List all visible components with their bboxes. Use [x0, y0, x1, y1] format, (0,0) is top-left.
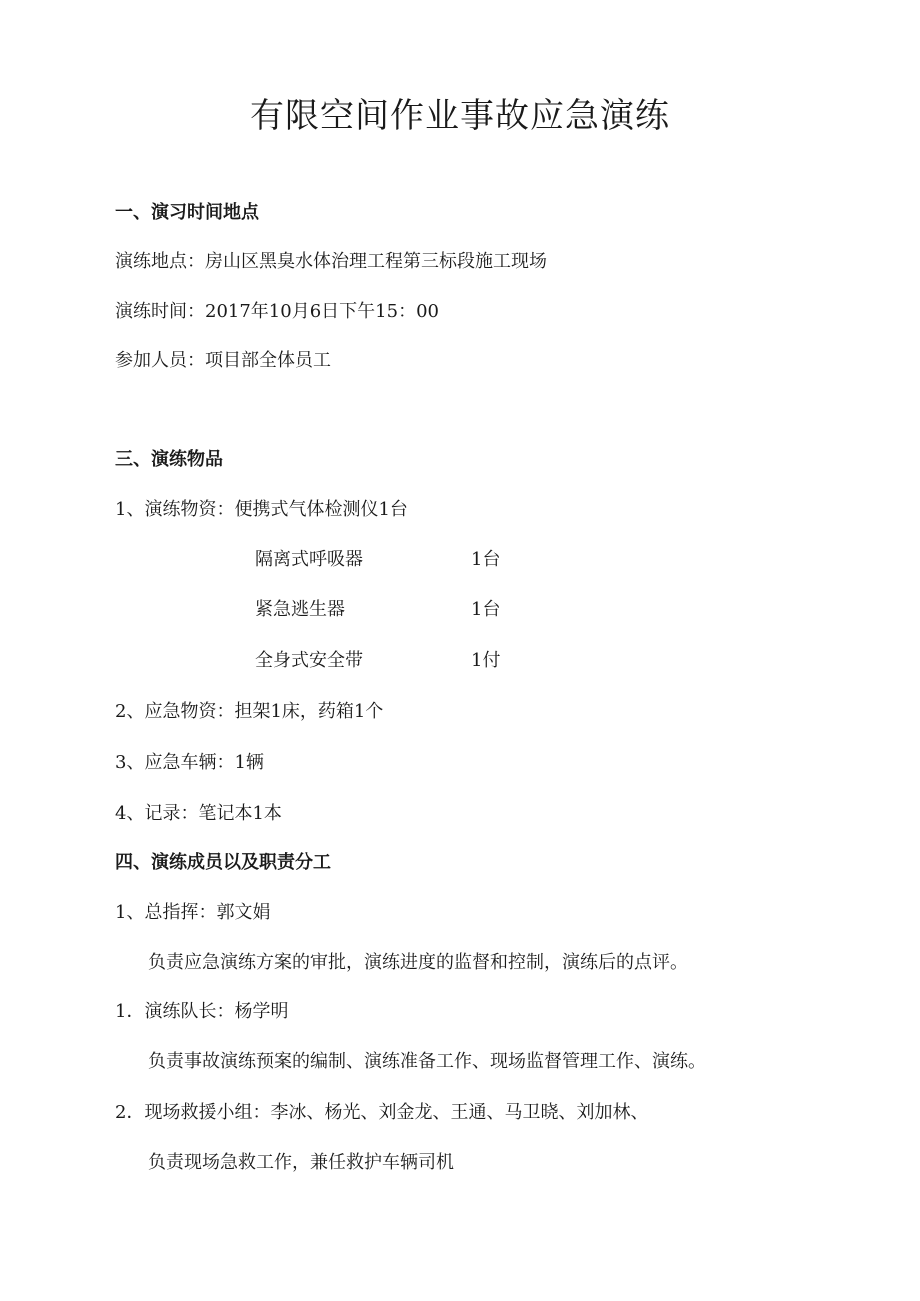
sub-item-name: 紧急逃生器 — [255, 599, 345, 620]
role-commander: 1、总指挥：郭文娟 — [115, 902, 271, 923]
section-heading-time-location: 一、演习时间地点 — [115, 202, 259, 223]
role-rescue-team: 2．现场救援小组：李冰、杨光、刘金龙、王通、马卫晓、刘加林、 — [115, 1102, 649, 1123]
sub-item-name: 隔离式呼吸器 — [255, 549, 363, 570]
materials-item-3: 3、应急车辆：1辆 — [115, 752, 264, 773]
section-heading-materials: 三、演练物品 — [115, 449, 223, 470]
sub-item-name: 全身式安全带 — [255, 650, 363, 671]
role-commander-duty: 负责应急演练方案的审批，演练进度的监督和控制，演练后的点评。 — [148, 952, 688, 973]
materials-item-1: 1、演练物资：便携式气体检测仪1台 — [115, 499, 408, 520]
drill-participants: 参加人员：项目部全体员工 — [115, 350, 331, 371]
section-heading-members: 四、演练成员以及职责分工 — [115, 852, 331, 873]
drill-time: 演练时间：2017年10月6日下午15：00 — [115, 301, 439, 322]
sub-item-qty: 1付 — [471, 650, 501, 671]
drill-location: 演练地点：房山区黑臭水体治理工程第三标段施工现场 — [115, 251, 547, 272]
materials-item-2: 2、应急物资：担架1床，药箱1个 — [115, 701, 384, 722]
role-team-leader: 1．演练队长：杨学明 — [115, 1001, 289, 1022]
sub-item-qty: 1台 — [471, 549, 501, 570]
materials-item-4: 4、记录：笔记本1本 — [115, 803, 282, 824]
sub-item-qty: 1台 — [471, 599, 501, 620]
role-rescue-team-duty: 负责现场急救工作，兼任救护车辆司机 — [148, 1152, 454, 1173]
role-team-leader-duty: 负责事故演练预案的编制、演练准备工作、现场监督管理工作、演练。 — [148, 1051, 706, 1072]
document-title: 有限空间作业事故应急演练 — [250, 96, 670, 136]
